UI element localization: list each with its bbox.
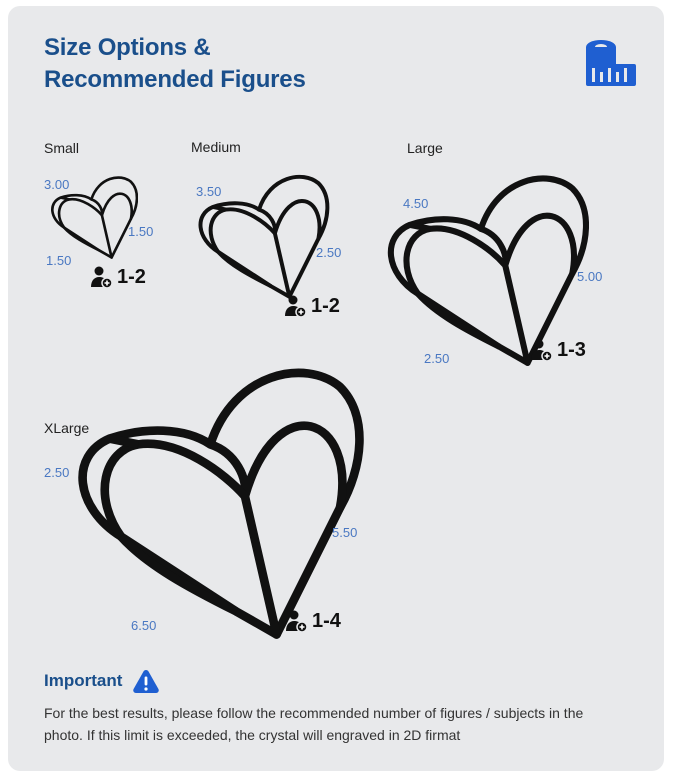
- figures-medium-count: 1-2: [311, 294, 340, 317]
- warning-icon: [132, 668, 160, 694]
- dim-small-height: 3.00: [44, 177, 70, 192]
- figures-medium: [284, 294, 340, 318]
- figures-xlarge: [285, 609, 341, 633]
- dim-large-height: 4.50: [403, 196, 429, 211]
- figures-large-count: 1-3: [557, 338, 586, 361]
- person-add-icon: [90, 265, 114, 289]
- person-add-icon: [530, 338, 554, 362]
- dim-large-depth: 2.50: [424, 351, 450, 366]
- dim-medium-height: 3.50: [196, 184, 222, 199]
- dim-xlarge-width: 5.50: [332, 525, 358, 540]
- page-title: [44, 32, 306, 96]
- title-line-2: Recommended Figures: [44, 66, 306, 93]
- person-add-icon: [285, 609, 309, 633]
- size-label-xlarge: XLarge: [44, 420, 90, 436]
- figures-small-count: 1-2: [117, 265, 146, 288]
- person-add-icon: [284, 294, 308, 318]
- figures-large: [530, 338, 586, 362]
- notice-text: For the best results, please follow the recommended number of figures / subjects in the photo. If this limit is exceeded, the crystal will engraved in 2D firmat: [44, 705, 584, 743]
- heart-xlarge: [74, 358, 364, 646]
- size-label-large: Large: [407, 140, 443, 156]
- dim-small-depth: 1.50: [46, 253, 72, 268]
- important-title: Important: [44, 671, 123, 690]
- measuring-tape-icon: [584, 38, 638, 88]
- dim-medium-width: 2.50: [316, 245, 342, 260]
- figures-small: [90, 265, 146, 289]
- title-line-1: Size Options &: [44, 34, 211, 61]
- important-notice: [44, 668, 160, 694]
- dim-small-width: 1.50: [128, 224, 154, 239]
- size-label-medium: Medium: [191, 139, 241, 155]
- dim-large-width: 5.00: [577, 269, 603, 284]
- dim-xlarge-depth: 2.50: [44, 465, 70, 480]
- dim-xlarge-height: 6.50: [131, 618, 157, 633]
- size-label-small: Small: [44, 140, 80, 156]
- figures-xlarge-count: 1-4: [312, 609, 341, 632]
